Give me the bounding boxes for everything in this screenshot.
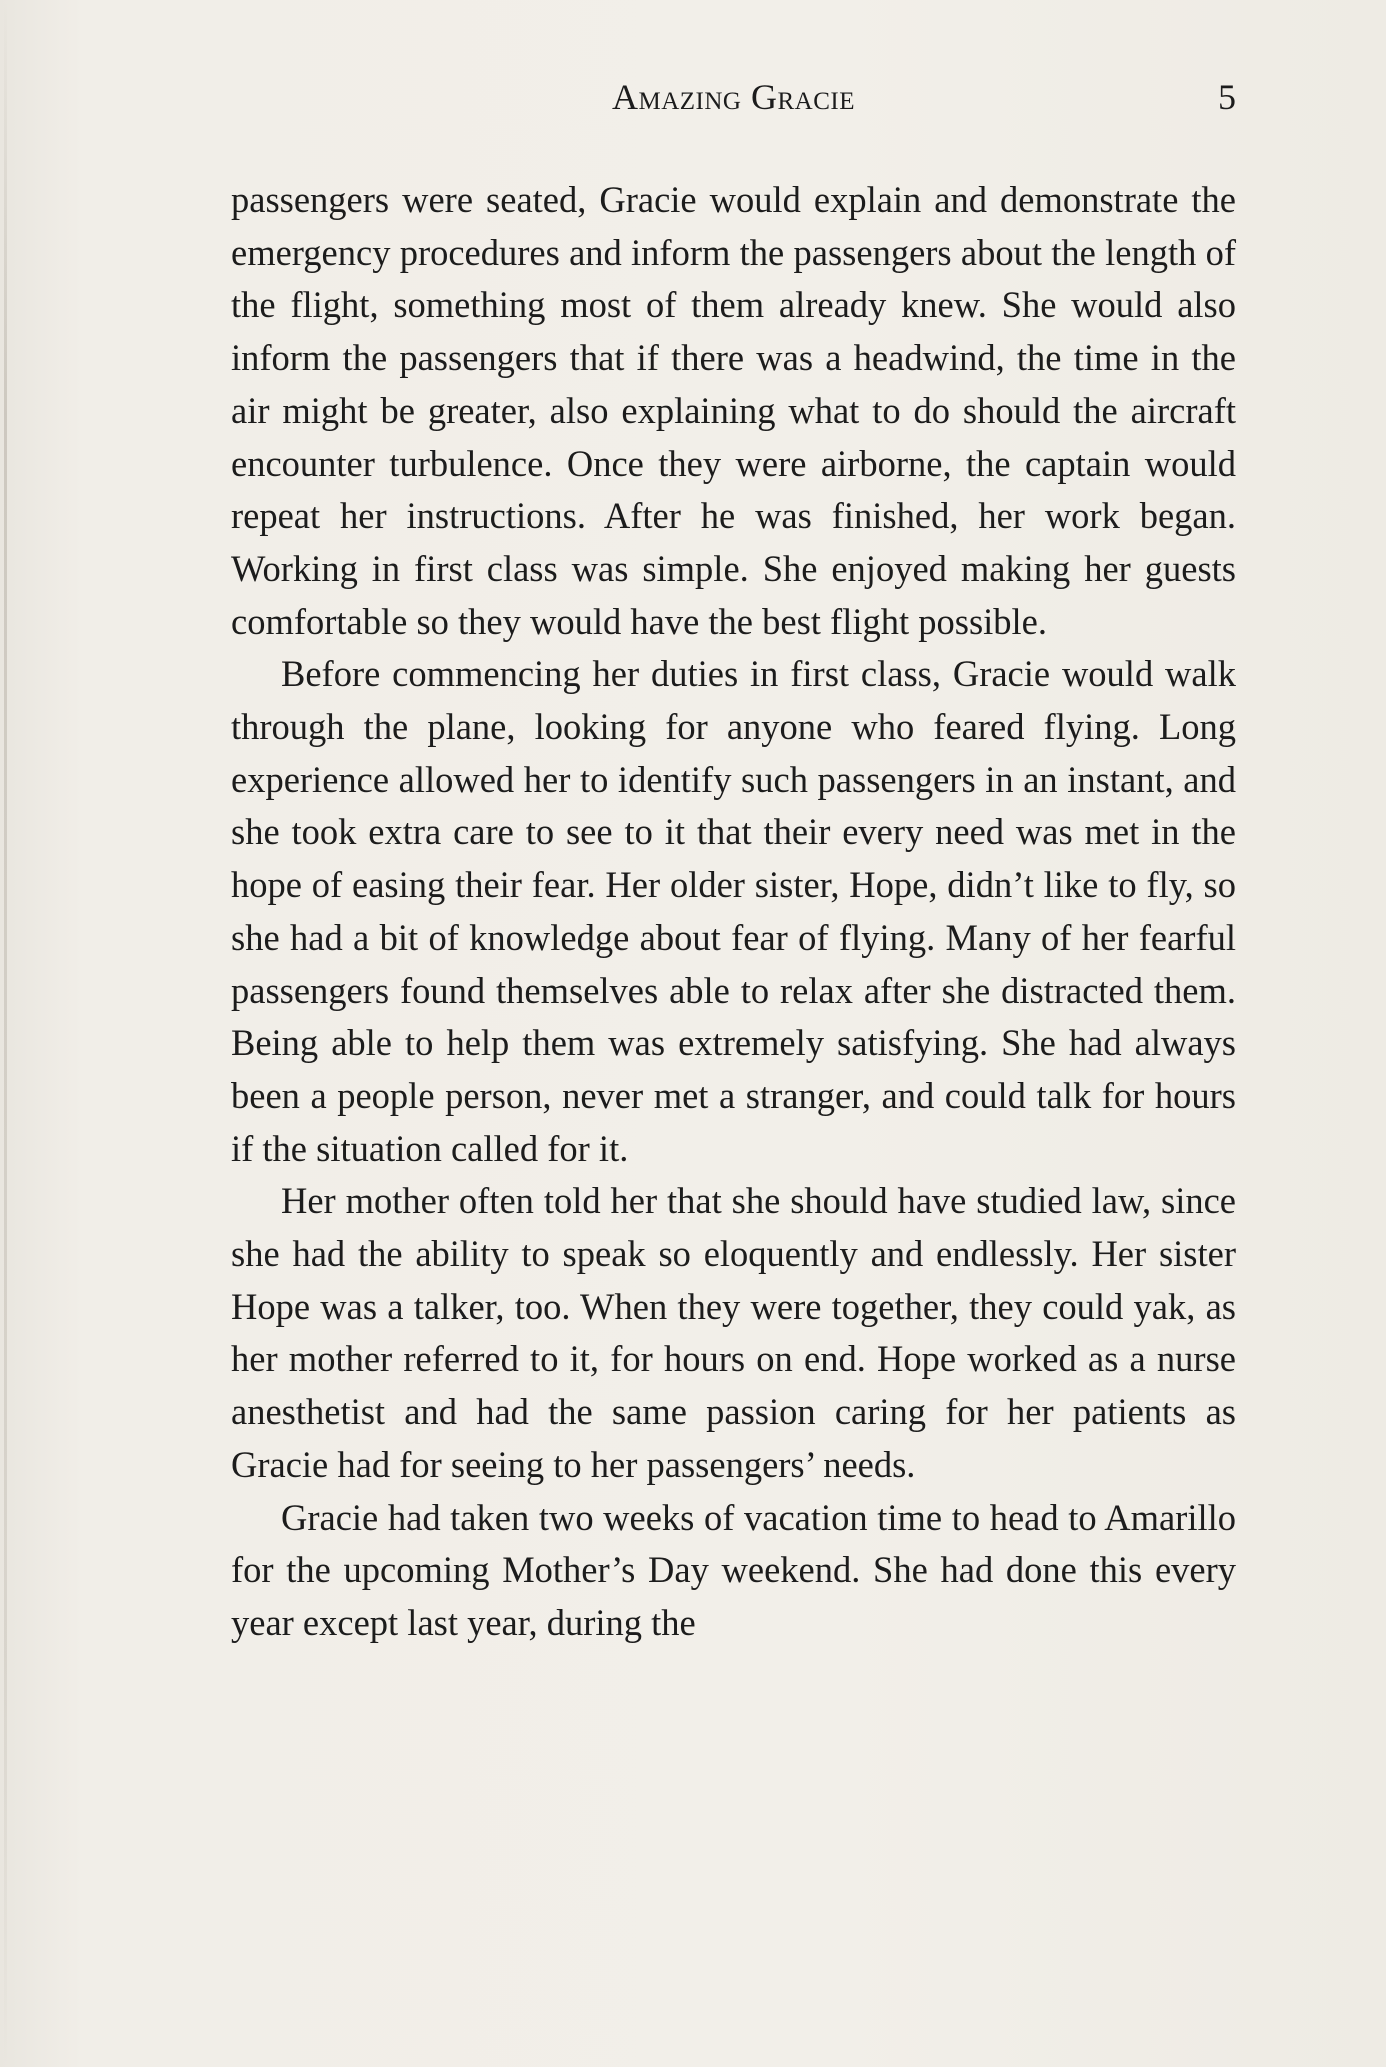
- paragraph: passengers were seated, Gracie would explain and demonstrate the emergency procedures and inform the passengers about the length of the flight, something most of them already knew. She would also inform the passengers that if there was a headwind, the time in the air might be greater, also explaining what to do should the aircraft encounter turbulence. Once they were airborne, the captain would repeat her instructions. After he was finished, her work began. Working in first class was simple. She enjoyed making her guests comfortable so they would have the best flight possible.: [231, 179, 1236, 642]
- body-text: [231, 174, 1236, 1650]
- page-header: [231, 76, 1236, 126]
- paragraph: Before commencing her duties in first class, Gracie would walk through the plane, looking for anyone who feared flying. Long experience allowed her to identify such passengers in an instant, and she took extra care to see to it that their every need was met in the hope of easing their fear. Her older sister, Hope, didn’t like to fly, so she had a bit of knowledge about fear of flying. Many of her fearful passengers found themselves able to relax after she distracted them. Being able to help them was extremely satisfying. She had always been a people person, never met a stranger, and could talk for hours if the situation called for it.: [231, 653, 1236, 1169]
- paragraph: Gracie had taken two weeks of vacation time to head to Amarillo for the upcoming Mother’s Day weekend. She had done this every year except last year, during the: [231, 1496, 1236, 1643]
- page-number: 5: [1218, 77, 1236, 117]
- paragraph: Her mother often told her that she should have studied law, since she had the ability to speak so eloquently and endlessly. Her sister Hope was a talker, too. When they were together, they could yak, as her mother referred to it, for hours on end. Hope worked as a nurse anesthetist and had the same passion caring for her patients as Gracie had for seeing to her passengers’ needs.: [231, 1180, 1236, 1485]
- page-crease-shadow: [4, 0, 7, 2067]
- running-title: Amazing Gracie: [612, 77, 855, 117]
